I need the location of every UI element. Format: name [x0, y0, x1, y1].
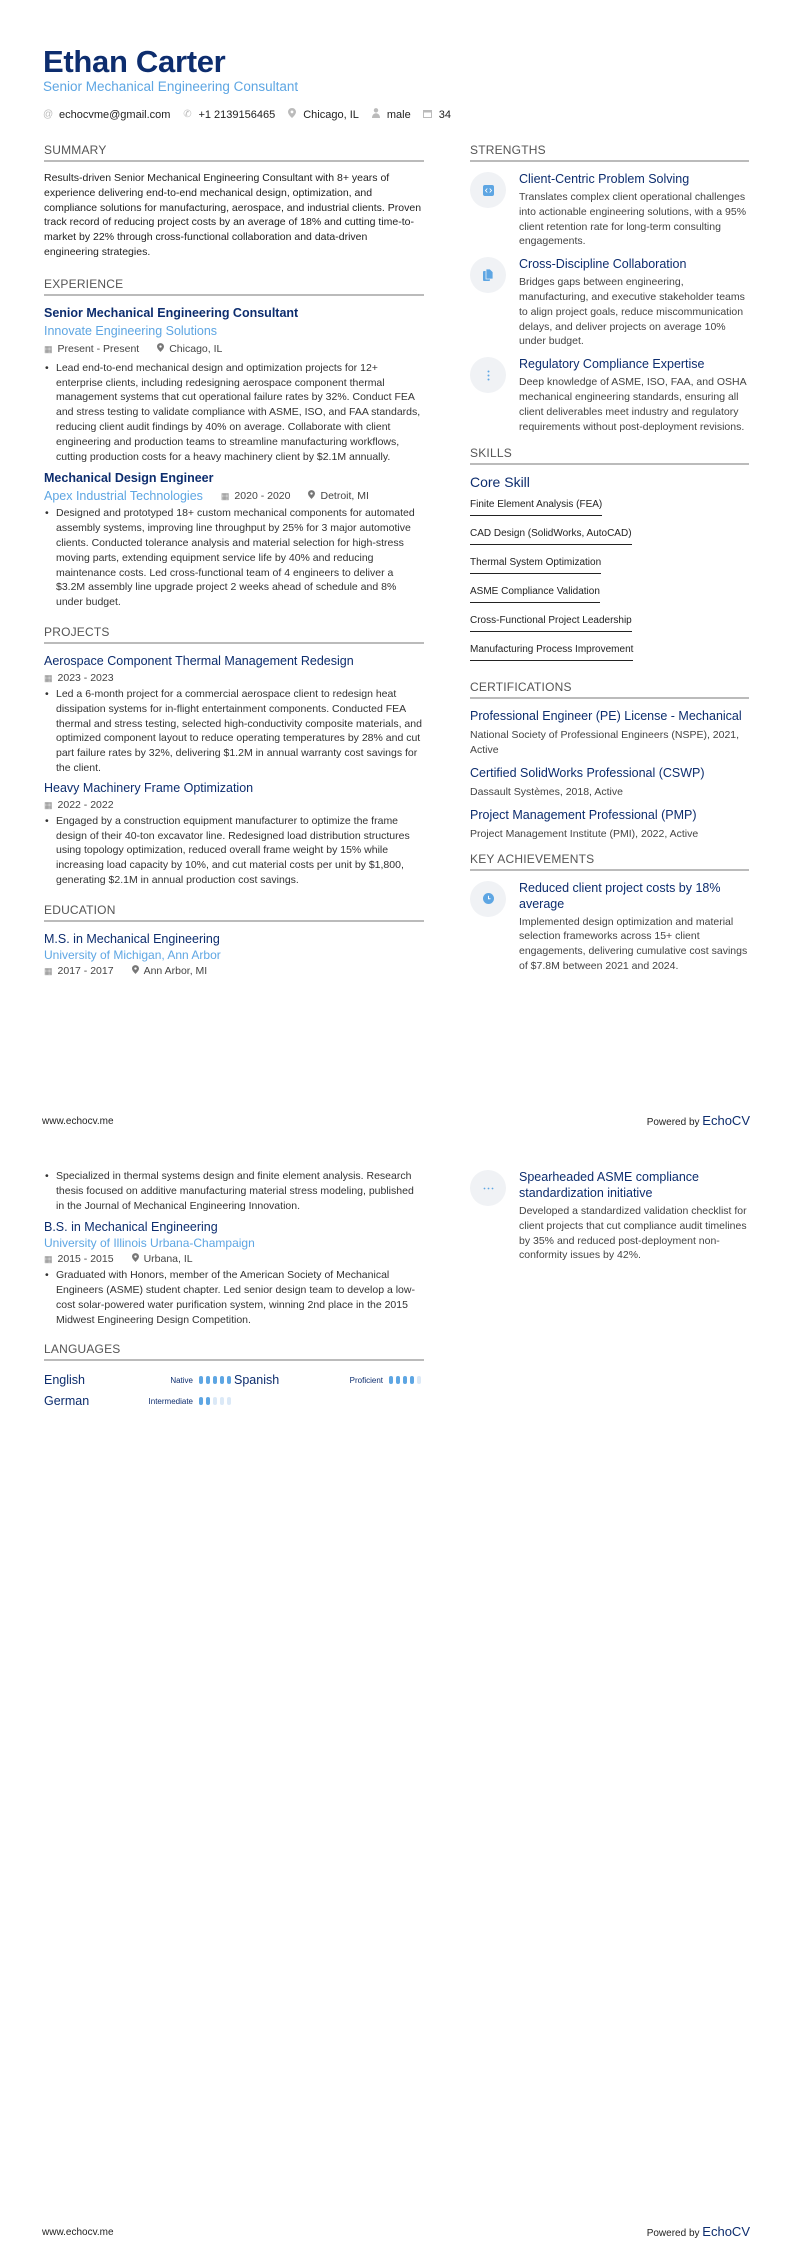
proficiency-dots	[199, 1376, 234, 1384]
strength-item	[470, 256, 749, 349]
certification-name: Certified SolidWorks Professional (CSWP)	[470, 765, 705, 780]
contact-bar	[43, 108, 463, 121]
brand-name: EchoCV	[702, 1113, 750, 1128]
section-title: SKILLS	[470, 446, 749, 465]
language-level: Native	[170, 1375, 193, 1385]
location-pin-icon	[132, 1251, 139, 1268]
contact-age	[423, 109, 451, 121]
location-text: Chicago, IL	[303, 108, 359, 121]
languages-section	[44, 1342, 424, 1412]
candidate-name: Ethan Carter	[43, 44, 226, 79]
section-title: PROJECTS	[44, 625, 424, 644]
section-title: EDUCATION	[44, 903, 424, 922]
job-location: Chicago, IL	[169, 342, 223, 355]
phone-text: +1 2139156465	[198, 108, 276, 121]
strength-desc: Translates complex client operational challenges into actionable engineering solutions, with a 95% client retention rate for long-term consulting engagements.	[519, 191, 747, 248]
section-title: KEY ACHIEVEMENTS	[470, 852, 749, 871]
education-meta	[44, 1251, 424, 1268]
skill-item: ASME Compliance Validation	[470, 586, 600, 603]
location-pin-icon	[287, 108, 297, 121]
project-dates: 2022 - 2022	[57, 798, 114, 811]
project-bullet: • Led a 6-month project for a commercial aerospace client to redesign heat dissipation systems for in-flight entertainment components. Conducted FEA thermal and stress testing, selected high-conductivity composite materials, and optimized component layout to reduce operating temperatures by 28% and cut part failure rates by 32%, delivering $1.2M in annual warranty cost savings for the client.	[44, 687, 424, 776]
skill-item: Finite Element Analysis (FEA)	[470, 499, 602, 516]
company-name: Innovate Engineering Solutions	[44, 323, 218, 338]
section-title: EXPERIENCE	[44, 277, 424, 296]
powered-by-label: Powered by	[646, 1117, 700, 1128]
certification-item	[470, 765, 749, 800]
job-dates: Present - Present	[57, 342, 140, 355]
contact-location	[287, 108, 359, 121]
calendar-icon: ▦	[44, 343, 53, 354]
document-icon	[470, 257, 506, 293]
certification-item	[470, 708, 749, 758]
contact-phone[interactable]	[182, 109, 275, 121]
summary-section	[44, 143, 424, 260]
certification-issuer: Project Management Institute (PMI), 2022, Active	[470, 827, 699, 840]
strength-desc: Bridges gaps between engineering, manufacturing, and executive stakeholder teams to align project goals, reduce miscommunication delays, and deliver projects on average 10% under budget.	[519, 276, 745, 348]
calendar-icon	[423, 109, 433, 121]
job-meta	[44, 487, 424, 506]
achievement-desc: Implemented design optimization and material selection frameworks across 15+ client engagements, delivering cumulative cost savings of $7.8M between 2021 and 2024.	[519, 915, 748, 972]
candidate-headline: Senior Mechanical Engineering Consultant	[43, 79, 299, 94]
certification-item	[470, 807, 749, 842]
project-item	[44, 653, 424, 776]
project-meta	[44, 797, 424, 814]
summary-text: Results-driven Senior Mechanical Engineering Consultant with 8+ years of experience delivering end-to-end mechanical design, optimization, and compliance solutions for manufacturing, aerospace, and industrial clients. Proven track record of reducing project costs by an average of 18% and cutting time-to-market by 22% through cross-functional collaboration and data-driven engineering strategies.	[44, 172, 422, 258]
horizontal-dots-icon	[470, 1170, 506, 1206]
language-name: German	[44, 1394, 90, 1409]
calendar-icon: ▦	[44, 1254, 53, 1265]
language-item	[44, 1373, 234, 1387]
experience-item	[44, 470, 424, 610]
company-name: Apex Industrial Technologies	[44, 489, 203, 504]
language-name: Spanish	[234, 1373, 280, 1388]
education-dates: 2017 - 2017	[57, 964, 114, 977]
gender-text: male	[386, 108, 411, 121]
projects-section	[44, 625, 424, 888]
language-row	[44, 1391, 424, 1412]
project-dates: 2023 - 2023	[57, 671, 114, 684]
section-title: CERTIFICATIONS	[470, 680, 749, 699]
calendar-icon: ▦	[44, 965, 53, 976]
strength-title: Cross-Discipline Collaboration	[519, 257, 687, 272]
skill-item: Cross-Functional Project Leadership	[470, 615, 632, 632]
strength-item	[470, 356, 749, 434]
skill-item: CAD Design (SolidWorks, AutoCAD)	[470, 528, 632, 545]
experience-section	[44, 277, 424, 610]
age-text: 34	[438, 108, 451, 121]
certification-name: Project Management Professional (PMP)	[470, 807, 697, 822]
code-icon	[470, 172, 506, 208]
location-pin-icon	[132, 963, 139, 980]
education-item	[44, 1219, 424, 1327]
left-column	[44, 143, 424, 980]
job-location: Detroit, MI	[320, 490, 369, 503]
degree: M.S. in Mechanical Engineering	[44, 931, 220, 946]
education-bullet: • Specialized in thermal systems design and finite element analysis. Research thesis focused on additive manufacturing material stress modeling, published in the Journal of Mechanical Engineering Innovation.	[44, 1169, 424, 1213]
education-section	[44, 903, 424, 980]
skills-section	[470, 446, 749, 668]
calendar-icon: ▦	[220, 491, 230, 502]
email-text: echocvme@gmail.com	[59, 108, 171, 121]
vertical-dots-icon	[470, 357, 506, 393]
right-column	[470, 143, 749, 981]
section-title: LANGUAGES	[44, 1342, 424, 1361]
school: University of Illinois Urbana-Champaign	[44, 1236, 255, 1251]
language-item	[44, 1394, 234, 1408]
skill-item: Thermal System Optimization	[470, 557, 601, 574]
education-meta	[44, 963, 424, 980]
certifications-section	[470, 680, 749, 841]
school: University of Michigan, Ann Arbor	[44, 947, 221, 962]
education-location: Ann Arbor, MI	[143, 964, 208, 977]
education-dates: 2015 - 2015	[57, 1253, 114, 1266]
proficiency-dots	[389, 1376, 424, 1384]
job-title: Mechanical Design Engineer	[44, 471, 214, 486]
contact-gender	[371, 108, 411, 121]
project-item	[44, 780, 424, 888]
project-bullet: • Engaged by a construction equipment manufacturer to optimize the frame design of their 40-ton excavator line. Redesigned load distribution structures using topology optimization, reduced overall frame weight by 15% while increasing load capacity by 10%, and cut material costs per unit by $1,800, generating $2.1M in annual production cost savings.	[44, 814, 424, 888]
education-item	[44, 931, 424, 980]
achievement-title: Reduced client project costs by 18% average	[519, 880, 721, 911]
skill-list	[470, 494, 749, 668]
achievement-item	[470, 880, 749, 974]
certification-name: Professional Engineer (PE) License - Mechanical	[470, 709, 742, 724]
at-icon: @	[43, 109, 54, 120]
job-title: Senior Mechanical Engineering Consultant	[44, 305, 299, 320]
project-name: Heavy Machinery Frame Optimization	[44, 780, 254, 795]
language-item	[234, 1373, 424, 1387]
footer-powered-by[interactable]	[647, 2224, 750, 2239]
strength-item	[470, 171, 749, 249]
achievement-desc: Developed a standardized validation checklist for client projects that cut compliance audit timelines by 35% and reduced post-deployment non-conformity issues by 42%.	[519, 1205, 747, 1262]
degree: B.S. in Mechanical Engineering	[44, 1220, 218, 1235]
language-level: Proficient	[349, 1375, 383, 1385]
section-title: SUMMARY	[44, 143, 424, 162]
footer-site-link[interactable]: www.echocv.me	[42, 1116, 114, 1127]
right-column	[470, 1169, 749, 1270]
skill-group-title: Core Skill	[470, 474, 530, 491]
powered-by-label: Powered by	[646, 2228, 700, 2239]
clock-icon	[470, 881, 506, 917]
achievements-section	[470, 852, 749, 974]
job-bullet: • Lead end-to-end mechanical design and optimization projects for 12+ enterprise clients, including redesigning aerospace component thermal management systems that cut operational failure rates by 32%. Conduct FEA and stress testing to validate compliance with ASME, ISO, and FAA standards, reducing client audit findings by 40% on average. Collaborate with client engineering and production teams to streamline manufacturing workflows, cutting production costs for a heavy machinery client by $2.1M annually.	[44, 361, 424, 465]
strengths-section	[470, 143, 749, 434]
brand-name: EchoCV	[702, 2224, 750, 2239]
strength-title: Client-Centric Problem Solving	[519, 172, 690, 186]
project-meta	[44, 670, 424, 687]
contact-email[interactable]	[43, 109, 170, 121]
proficiency-dots	[199, 1397, 234, 1405]
footer-site-link[interactable]: www.echocv.me	[42, 2227, 114, 2238]
resume-page-2	[0, 1123, 794, 2246]
language-name: English	[44, 1373, 85, 1388]
education-location: Urbana, IL	[143, 1253, 193, 1266]
language-row	[44, 1370, 424, 1391]
calendar-icon: ▦	[44, 672, 53, 683]
experience-item	[44, 305, 424, 465]
left-column	[44, 1169, 424, 1412]
strength-title: Regulatory Compliance Expertise	[519, 357, 705, 372]
achievement-item	[470, 1169, 749, 1263]
calendar-icon: ▦	[44, 799, 53, 810]
person-icon	[371, 108, 381, 121]
location-pin-icon	[308, 488, 315, 505]
skill-item: Manufacturing Process Improvement	[470, 644, 633, 661]
project-name: Aerospace Component Thermal Management Redesign	[44, 653, 354, 668]
achievement-title: Spearheaded ASME compliance standardization initiative	[519, 1170, 699, 1200]
education-bullet: • Graduated with Honors, member of the American Society of Mechanical Engineers (ASME) student chapter. Led senior design team to develop a low-cost solar-powered water purification system, winning 2nd place in the 2015 Midwest Engineering Design Competition.	[44, 1268, 424, 1327]
job-bullet: • Designed and prototyped 18+ custom mechanical components for automated assembly systems, improving line throughput by 25% for 3 major automotive clients. Conducted tolerance analysis and material selection for high-stress moving parts, extending equipment service life by 40% and reducing maintenance costs. Led cross-functional team of 4 engineers to deliver a $3.2M assembly line upgrade project 2 weeks ahead of schedule and 8% under budget.	[44, 506, 424, 610]
certification-issuer: National Society of Professional Engineers (NSPE), 2021, Active	[470, 729, 740, 757]
strength-desc: Deep knowledge of ASME, ISO, FAA, and OSHA mechanical engineering standards, ensuring all client deliverables meet industry and regulatory requirements without post-deployment revisions.	[519, 376, 747, 433]
job-dates: 2020 - 2020	[234, 490, 291, 503]
certification-issuer: Dassault Systèmes, 2018, Active	[470, 785, 623, 798]
job-meta	[44, 341, 424, 358]
phone-icon: ✆	[183, 109, 192, 120]
section-title: STRENGTHS	[470, 143, 749, 162]
location-pin-icon	[157, 341, 164, 358]
language-level: Intermediate	[148, 1396, 193, 1406]
